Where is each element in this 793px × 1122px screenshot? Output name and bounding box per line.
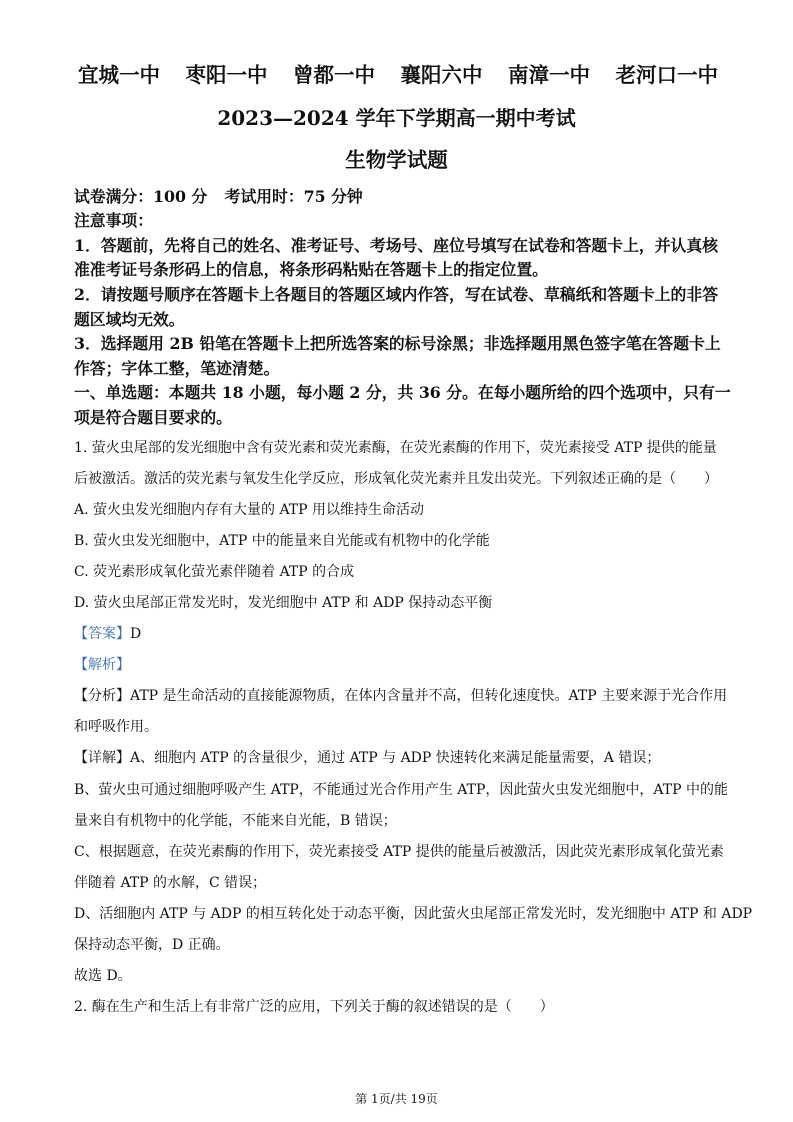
option-b: B. 萤火虫发光细胞中，ATP 中的能量来自光能或有机物中的化学能 — [74, 532, 490, 549]
notice-heading: 注意事项： — [74, 211, 153, 231]
question-stem-line: 后被激活。激活的荧光素与氧发生化学反应，形成氧化荧光素并且发出荧光。下列叙述正确的是（ ） — [74, 470, 718, 487]
detail-line: 保持动态平衡，D 正确。 — [74, 937, 230, 953]
detail-line — [74, 743, 718, 774]
analysis-tag: 【分析】 — [74, 688, 130, 705]
question-2 — [74, 992, 718, 1023]
analysis-line: 和呼吸作用。 — [74, 719, 158, 736]
exam-duration: 考试用时：75 分钟 — [224, 186, 363, 206]
detail-tag: 【详解】 — [74, 750, 130, 767]
section-heading-line: 一、单选题：本题共 18 小题，每小题 2 分，共 36 分。在每小题所给的四个选项中，只有一 — [74, 383, 731, 403]
exam-full-score: 试卷满分：100 分 — [74, 186, 208, 206]
notice-item-line: 1．答题前，先将自己的姓名、准考证号、考场号、座位号填写在试卷和答题卡上，并认真核 — [74, 235, 718, 255]
exam-notice — [74, 185, 731, 431]
detail-line: C、根据题意，在荧光素酶的作用下，荧光素接受 ATP 提供的能量后被激活，因此荧光素形成氧化萤光素 — [74, 843, 724, 860]
detail-text: A、细胞内 ATP 的含量很少，通过 ATP 与 ADP 快速转化来满足能量需要，A 错误； — [130, 750, 661, 767]
school-name: 南漳一中 — [508, 63, 590, 87]
notice-item-line: 作答；字体工整，笔迹清楚。 — [74, 358, 280, 378]
school-name: 襄阳六中 — [400, 63, 483, 87]
explanation-label: 【解析】 — [74, 657, 130, 674]
section-heading-line: 项是符合题目要求的。 — [74, 407, 232, 427]
detail-line: 伴随着 ATP 的水解，C 错误； — [74, 874, 267, 891]
subject-title: 生物学试题 — [345, 148, 448, 172]
option-a: A. 萤火虫发光细胞内存有大量的 ATP 用以维持生命活动 — [74, 501, 425, 518]
question-area — [74, 433, 753, 1024]
notice-item-line: 2．请按题号顺序在答题卡上各题目的答题区域内作答，写在试卷、草稿纸和答题卡上的非答 — [74, 284, 718, 304]
question-stem-line: 2. 酶在生产和生活上有非常广泛的应用，下列关于酶的叙述错误的是（ ） — [74, 999, 554, 1016]
school-name: 宜城一中 — [78, 63, 160, 87]
conclusion: 故选 D。 — [74, 968, 132, 985]
school-name: 枣阳一中 — [185, 63, 268, 87]
school-name: 曾都一中 — [293, 63, 375, 87]
school-list — [78, 60, 718, 90]
option-d: D. 萤火虫尾部正常发光时，发光细胞中 ATP 和 ADP 保持动态平衡 — [74, 594, 493, 611]
detail-line: 量来自有机物中的化学能，不能来自光能，B 错误； — [74, 812, 397, 829]
exam-title: 2023—2024 学年下学期高一期中考试 — [217, 106, 576, 130]
notice-item-line: 准准考证号条形码上的信息，将条形码粘贴在答题卡上的指定位置。 — [74, 260, 548, 280]
question-1 — [74, 433, 753, 993]
exam-info — [74, 185, 718, 210]
analysis-line — [74, 681, 728, 712]
notice-item-line: 题区域均无效。 — [74, 309, 185, 329]
detail-line: D、活细胞内 ATP 与 ADP 的相互转化处于动态平衡，因此萤火虫尾部正常发光时，发光细胞中 ATP 和 ADP — [74, 905, 753, 922]
notice-item-line: 3．选择题用 2B 铅笔在答题卡上把所选答案的标号涂黑；非选择题用黑色签字笔在答题卡上 — [74, 334, 721, 354]
answer-row — [74, 619, 718, 650]
detail-line: B、萤火虫可通过细胞呼吸产生 ATP，不能通过光合作用产生 ATP，因此萤火虫发光细胞中，ATP 中的能 — [74, 781, 728, 798]
school-name: 老河口一中 — [615, 63, 718, 87]
question-stem-line: 1. 萤火虫尾部的发光细胞中含有荧光素和荧光素酶，在荧光素酶的作用下，荧光素接受 ATP 提供的能量 — [74, 439, 717, 456]
answer-value: D — [130, 626, 142, 643]
analysis-text: ATP 是生命活动的直接能源物质，在体内含量并不高，但转化速度快。ATP 主要来源于光合作用 — [130, 688, 728, 705]
page-number: 第 1页/共 19页 — [355, 1092, 438, 1106]
option-c: C. 荧光素形成氧化萤光素伴随着 ATP 的合成 — [74, 563, 355, 580]
answer-label: 【答案】 — [74, 626, 130, 643]
